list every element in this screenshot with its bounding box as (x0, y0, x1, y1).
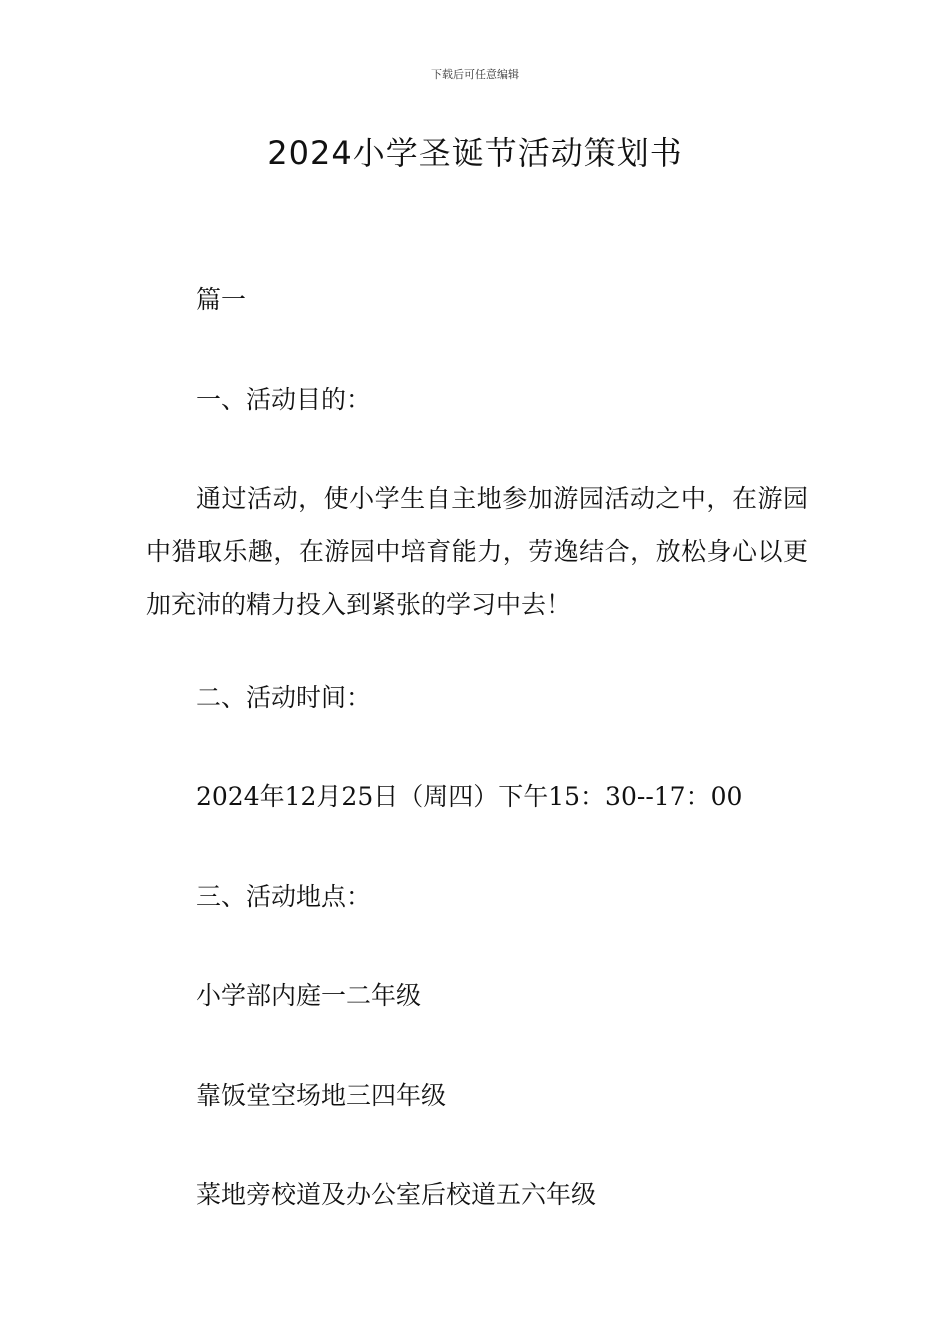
location-item: 小学部内庭一二年级 (196, 981, 422, 1010)
purpose-paragraph: 通过活动，使小学生自主地参加游园活动之中，在游园中猎取乐趣，在游园中培育能力，劳逸结合，放松身心以更加充沛的精力投入到紧张的学习中去！ (146, 484, 808, 619)
location-item: 靠饭堂空场地三四年级 (196, 1081, 447, 1110)
header-note: 下载后可任意编辑 (431, 68, 519, 81)
heading-location: 三、活动地点： (196, 882, 372, 911)
time-text: 2024年12月25日（周四）下午15：30--17：00 (196, 782, 743, 811)
heading-time: 二、活动时间： (196, 683, 372, 712)
section-label: 篇一 (196, 285, 247, 314)
heading-purpose: 一、活动目的： (196, 385, 372, 414)
document-title: 2024小学圣诞节活动策划书 (267, 134, 683, 172)
location-item: 菜地旁校道及办公室后校道五六年级 (196, 1180, 597, 1209)
